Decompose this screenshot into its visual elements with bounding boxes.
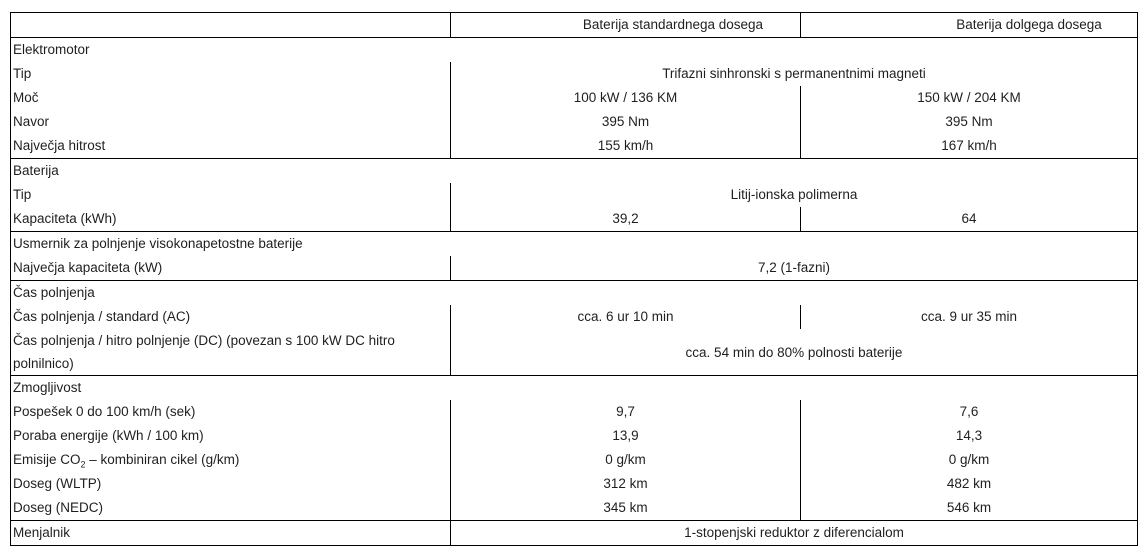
row-top-speed bbox=[11, 134, 1138, 159]
row-capacity bbox=[11, 207, 1138, 232]
capacity-standard: 39,2 bbox=[451, 207, 801, 232]
row-label: Pospešek 0 do 100 km/h (sek) bbox=[11, 400, 451, 424]
consumption-standard: 13,9 bbox=[451, 424, 801, 448]
range-wltp-standard: 312 km bbox=[451, 472, 801, 496]
capacity-long: 64 bbox=[801, 207, 1138, 232]
row-label bbox=[11, 448, 451, 472]
charging-dc-value: cca. 54 min do 80% polnosti baterije bbox=[451, 329, 1138, 376]
row-emissions bbox=[11, 448, 1138, 472]
section-title-performance: Zmogljivost bbox=[11, 376, 1138, 401]
row-charger-max bbox=[11, 256, 1138, 281]
torque-standard: 395 Nm bbox=[451, 110, 801, 134]
motor-type-value: Trifazni sinhronski s permanentnimi magneti bbox=[451, 62, 1138, 86]
emissions-long: 0 g/km bbox=[801, 448, 1138, 472]
row-battery-type bbox=[11, 183, 1138, 207]
section-title-transmission: Menjalnik bbox=[11, 521, 451, 546]
row-acceleration bbox=[11, 400, 1138, 424]
section-battery bbox=[11, 159, 1138, 184]
row-charging-dc bbox=[11, 329, 1138, 376]
speed-standard: 155 km/h bbox=[451, 134, 801, 159]
section-title-charger: Usmernik za polnjenje visokonapetostne baterije bbox=[11, 232, 1138, 257]
acceleration-standard: 9,7 bbox=[451, 400, 801, 424]
emissions-label-post: – kombiniran cikel (g/km) bbox=[85, 452, 240, 467]
section-charger bbox=[11, 232, 1138, 257]
acceleration-long: 7,6 bbox=[801, 400, 1138, 424]
row-charging-ac bbox=[11, 305, 1138, 329]
section-performance bbox=[11, 376, 1138, 401]
emissions-label-subscript: 2 bbox=[80, 459, 86, 470]
row-power bbox=[11, 86, 1138, 110]
row-range-wltp bbox=[11, 472, 1138, 496]
row-label: Doseg (WLTP) bbox=[11, 472, 451, 496]
range-nedc-long: 546 km bbox=[801, 496, 1138, 521]
row-label: Moč bbox=[11, 86, 451, 110]
consumption-long: 14,3 bbox=[801, 424, 1138, 448]
row-label: Kapaciteta (kWh) bbox=[11, 207, 451, 232]
header-row bbox=[11, 13, 1138, 38]
power-standard: 100 kW / 136 KM bbox=[451, 86, 801, 110]
row-motor-type bbox=[11, 62, 1138, 86]
charger-max-value: 7,2 (1-fazni) bbox=[451, 256, 1138, 281]
range-wltp-long: 482 km bbox=[801, 472, 1138, 496]
row-label: Tip bbox=[11, 183, 451, 207]
charging-ac-long: cca. 9 ur 35 min bbox=[801, 305, 1138, 329]
speed-long: 167 km/h bbox=[801, 134, 1138, 159]
row-label: Navor bbox=[11, 110, 451, 134]
power-long: 150 kW / 204 KM bbox=[801, 86, 1138, 110]
section-title-battery: Baterija bbox=[11, 159, 1138, 184]
row-torque bbox=[11, 110, 1138, 134]
charging-ac-standard: cca. 6 ur 10 min bbox=[451, 305, 801, 329]
row-label: Največja hitrost bbox=[11, 134, 451, 159]
header-long-range: Baterija dolgega dosega bbox=[801, 13, 1138, 38]
row-consumption bbox=[11, 424, 1138, 448]
section-transmission bbox=[11, 521, 1138, 546]
row-range-nedc bbox=[11, 496, 1138, 521]
row-label: Poraba energije (kWh / 100 km) bbox=[11, 424, 451, 448]
emissions-label-pre: Emisije CO bbox=[13, 452, 81, 467]
row-label: Doseg (NEDC) bbox=[11, 496, 451, 521]
battery-type-value: Litij-ionska polimerna bbox=[451, 183, 1138, 207]
header-standard-range: Baterija standardnega dosega bbox=[451, 13, 801, 38]
transmission-value: 1-stopenjski reduktor z diferencialom bbox=[451, 521, 1138, 546]
range-nedc-standard: 345 km bbox=[451, 496, 801, 521]
torque-long: 395 Nm bbox=[801, 110, 1138, 134]
section-title-motor: Elektromotor bbox=[11, 38, 1138, 63]
row-label: Čas polnjenja / hitro polnjenje (DC) (povezan s 100 kW DC hitro polnilnico) bbox=[11, 329, 451, 376]
emissions-standard: 0 g/km bbox=[451, 448, 801, 472]
row-label: Čas polnjenja / standard (AC) bbox=[11, 305, 451, 329]
spec-table bbox=[10, 12, 1138, 546]
section-motor bbox=[11, 38, 1138, 63]
section-charging bbox=[11, 281, 1138, 306]
row-label: Največja kapaciteta (kW) bbox=[11, 256, 451, 281]
section-title-charging: Čas polnjenja bbox=[11, 281, 1138, 306]
header-empty-cell bbox=[11, 13, 451, 38]
row-label: Tip bbox=[11, 62, 451, 86]
